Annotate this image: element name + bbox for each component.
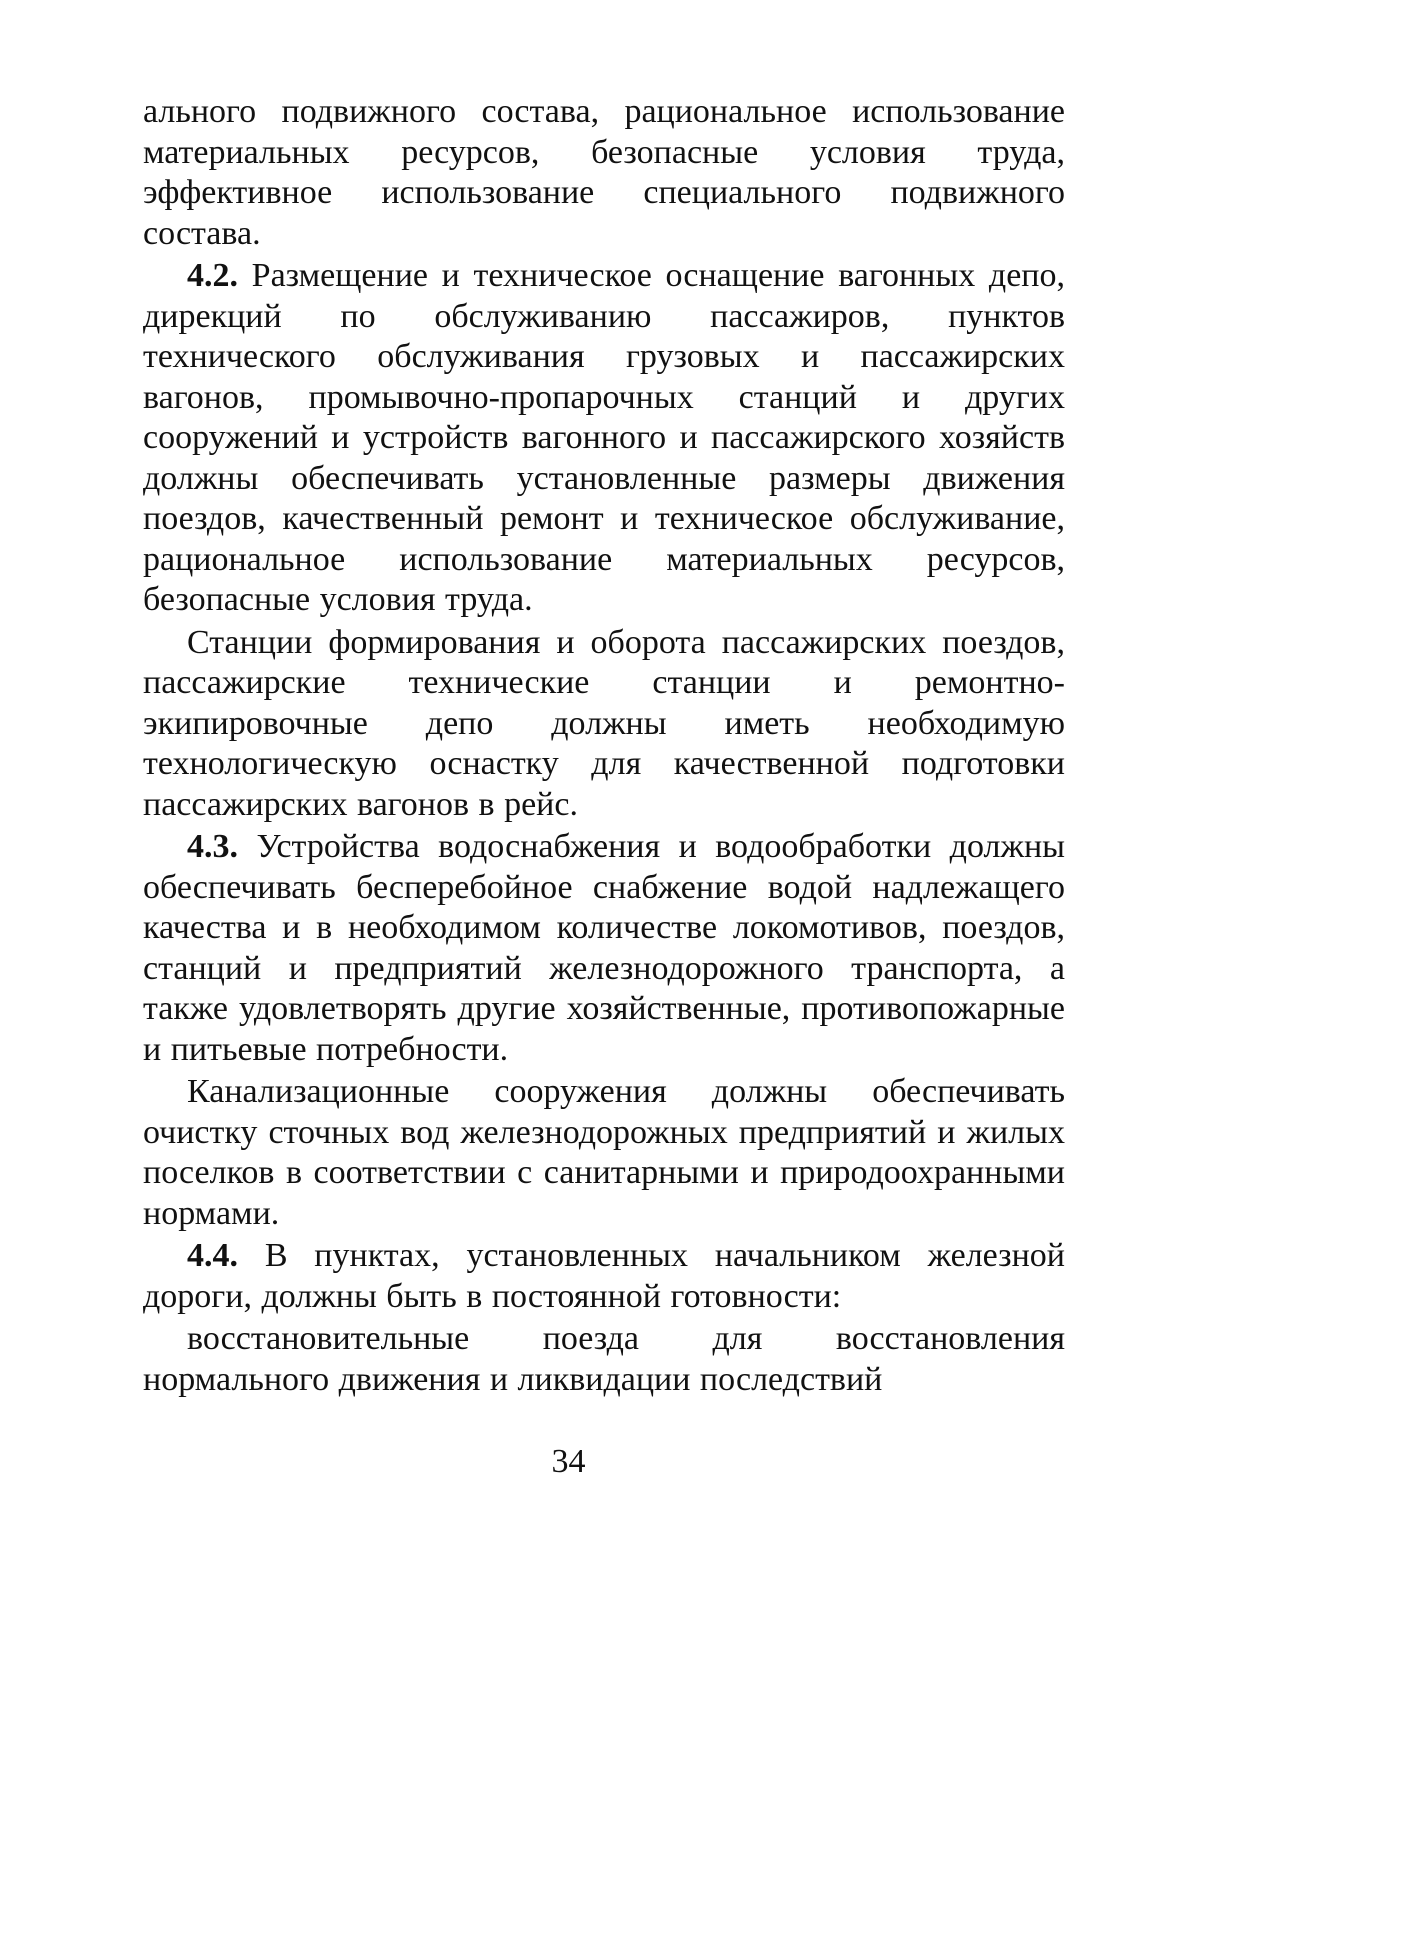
paragraph-continuation <box>143 92 1065 254</box>
paragraph-4-2 <box>143 256 1065 621</box>
paragraph-recovery-trains <box>143 1319 1065 1400</box>
paragraph-4-4 <box>143 1236 1065 1317</box>
section-number: 4.3. <box>187 828 238 865</box>
paragraph-text: В пунктах, установленных начальником железной дороги, должны быть в постоянной готовности: <box>143 1237 1065 1315</box>
page-number: 34 <box>551 1443 586 1480</box>
paragraph-text: ального подвижного состава, рациональное использование материальных ресурсов, безопасные условия труда, эффективное использование специального подвижного состава. <box>143 93 1065 252</box>
paragraph-text: Устройства водоснабжения и водообработки должны обеспечивать бесперебойное снабжение водой надлежащего качества и в необходимом количестве локомотивов, поездов, станций и предприятий железнодорожного транспорта, а также удовлетворять другие хозяйственные, противопожарные и питьевые потребности. <box>143 828 1065 1068</box>
paragraph-stations <box>143 623 1065 826</box>
paragraph-sewerage <box>143 1072 1065 1234</box>
paragraph-text: восстановительные поезда для восстановления нормального движения и ликвидации последствий <box>143 1320 1065 1398</box>
paragraph-4-3 <box>143 827 1065 1070</box>
paragraph-text: Станции формирования и оборота пассажирских поездов, пассажирские технические станции и ремонтно-экипировочные депо должны иметь необходимую технологическую оснастку для качественной подготовки пассажирских вагонов в рейс. <box>143 623 1065 823</box>
paragraph-text: Канализационные сооружения должны обеспечивать очистку сточных вод железнодорожных предприятий и жилых поселков в соответствии с санитарными и природоохранными нормами. <box>143 1073 1065 1232</box>
body-text <box>143 92 1065 1402</box>
section-number: 4.4. <box>187 1237 238 1274</box>
section-number: 4.2. <box>187 257 238 294</box>
paragraph-text: Размещение и техническое оснащение вагонных депо, дирекций по обслуживанию пассажиров, пунктов технического обслуживания грузовых и пассажирских вагонов, промывочно-пропарочных станций и других сооружений и устройств вагонного и пассажирского хозяйств должны обеспечивать установленные размеры движения поездов, качественный ремонт и техническое обслуживание, рациональное использование материальных ресурсов, безопасные условия труда. <box>143 257 1065 618</box>
